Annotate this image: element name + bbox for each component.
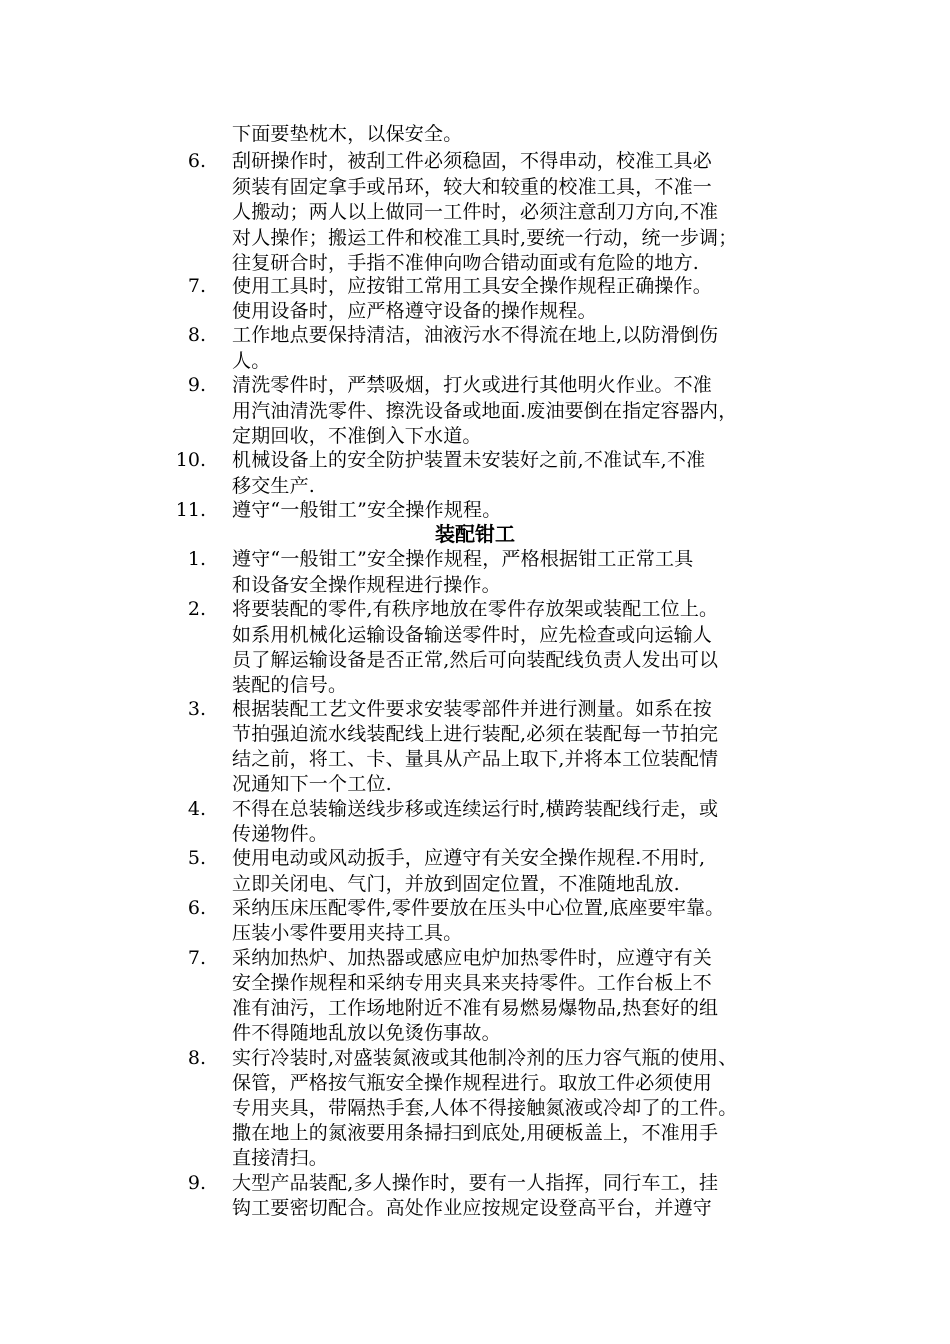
item-line: 清洗零件时，严禁吸烟，打火或进行其他明火作业。不准: [232, 374, 713, 396]
item-line: 移交生产.: [232, 475, 316, 497]
item-line: 不得在总装输送线步移或连续运行时,横跨装配线行走，或: [232, 798, 719, 820]
item-number: 1.: [187, 548, 206, 570]
item-line: 实行冷装时,对盛装氮液或其他制冷剂的压力容气瓶的使用、: [232, 1047, 738, 1069]
item-number: 7.: [187, 275, 206, 297]
item-number: 10.: [175, 449, 206, 471]
item-line: 保管，严格按气瓶安全操作规程进行。取放工件必须使用: [232, 1072, 713, 1094]
item-line: 须装有固定拿手或吊环，较大和较重的校准工具，不准一: [232, 176, 713, 198]
item-number: 5.: [187, 847, 206, 869]
item-line: 人。: [232, 350, 271, 372]
item-line: 机械设备上的安全防护装置未安装好之前,不准试车,不准: [232, 449, 706, 471]
item-number: 9.: [187, 1172, 206, 1194]
item-line: 工作地点要保持清洁，油液污水不得流在地上,以防滑倒伤: [232, 324, 719, 346]
item-line: 员了解运输设备是否正常,然后可向装配线负责人发出可以: [232, 649, 719, 671]
item-line: 况通知下一个工位.: [232, 773, 392, 795]
item-number: 9.: [187, 374, 206, 396]
item-line: 准有油污，工作场地附近不准有易燃易爆物品,热套好的组: [232, 997, 719, 1019]
item-line: 结之前，将工、卡、量具从产品上取下,并将本工位装配情: [232, 748, 719, 770]
item-line: 用汽油清洗零件、擦洗设备或地面.废油要倒在指定容器内，: [232, 400, 738, 422]
item-line: 节拍强迫流水线装配线上进行装配,必须在装配每一节拍完: [232, 723, 719, 745]
item-line: 根据装配工艺文件要求安装零部件并进行测量。如系在按: [232, 698, 713, 720]
item-line: 往复研合时，手指不准伸向吻合错动面或有危险的地方.: [232, 252, 700, 274]
item-line: 安全操作规程和采纳专用夹具来夹持零件。工作台板上不: [232, 972, 713, 994]
item-line: 使用工具时，应按钳工常用工具安全操作规程正确操作。: [232, 275, 713, 297]
item-line: 件不得随地乱放以免烫伤事故。: [232, 1022, 501, 1044]
item-number: 2.: [187, 598, 206, 620]
item-line: 使用电动或风动扳手，应遵守有关安全操作规程.不用时,: [232, 847, 706, 869]
item-number: 8.: [187, 324, 206, 346]
item-line: 对人操作；搬运工件和校准工具时,要统一行动，统一步调；: [232, 227, 738, 249]
item-number: 11.: [175, 499, 206, 521]
item-number: 4.: [187, 798, 206, 820]
item-line: 遵守“一般钳工”安全操作规程，严格根据钳工正常工具: [232, 548, 694, 570]
item-line: 钩工要密切配合。高处作业应按规定设登高平台，并遵守: [232, 1197, 713, 1219]
section-title: 装配钳工: [435, 522, 515, 546]
item-line: 采纳压床压配零件,零件要放在压头中心位置,底座要牢靠。: [232, 897, 725, 919]
item-line: 传递物件。: [232, 823, 329, 845]
item-number: 6.: [187, 150, 206, 172]
item-number: 8.: [187, 1047, 206, 1069]
item-line: 如系用机械化运输设备输送零件时，应先检查或向运输人: [232, 624, 713, 646]
item-line: 遵守“一般钳工”安全操作规程。: [232, 499, 502, 521]
item-line: 将要装配的零件,有秩序地放在零件存放架或装配工位上。: [232, 598, 719, 620]
item-line: 定期回收，不准倒入下水道。: [232, 425, 482, 447]
item-line: 使用设备时，应严格遵守设备的操作规程。: [232, 300, 597, 322]
item-line: 装配的信号。: [232, 674, 348, 696]
item-line: 压装小零件要用夹持工具。: [232, 922, 463, 944]
item-line: 直接清扫。: [232, 1147, 329, 1169]
item-number: 6.: [187, 897, 206, 919]
item-number: 3.: [187, 698, 206, 720]
item-line: 人搬动；两人以上做同一工件时，必须注意刮刀方向,不准: [232, 201, 719, 223]
item-line: 专用夹具，带隔热手套,人体不得接触氮液或冷却了的工件。: [232, 1097, 738, 1119]
item-line: 刮研操作时，被刮工件必须稳固，不得串动，校准工具必: [232, 150, 713, 172]
continuation-line: 下面要垫枕木，以保安全。: [232, 123, 463, 145]
item-line: 和设备安全操作规程进行操作。: [232, 574, 501, 596]
item-line: 撒在地上的氮液要用条掃扫到底处,用硬板盖上，不准用手: [232, 1122, 719, 1144]
item-line: 大型产品装配,多人操作时，要有一人指挥，同行车工，挂: [232, 1172, 719, 1194]
item-number: 7.: [187, 947, 206, 969]
item-line: 立即关闭电、气门，并放到固定位置，不准随地乱放.: [232, 873, 680, 895]
item-line: 采纳加热炉、加热器或感应电炉加热零件时，应遵守有关: [232, 947, 713, 969]
